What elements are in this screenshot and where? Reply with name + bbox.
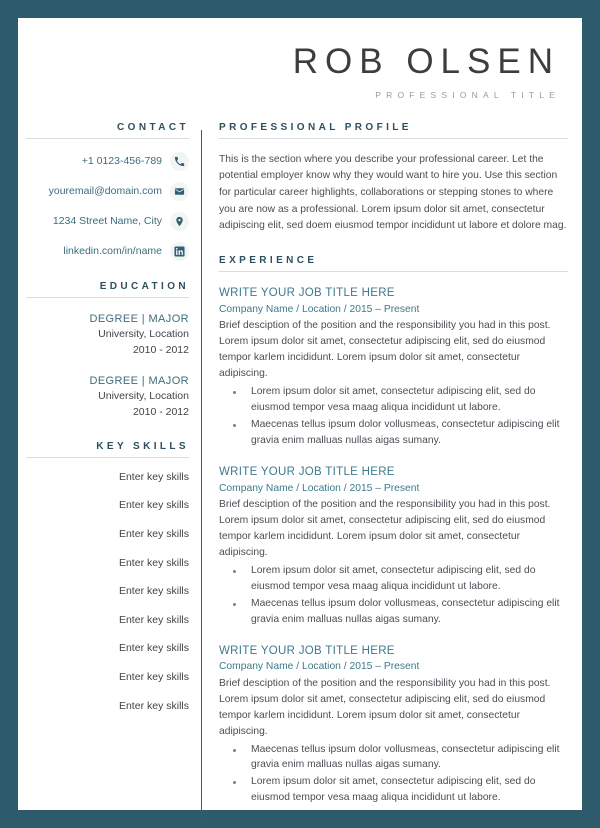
resume-page bbox=[18, 18, 582, 810]
list-item: Lorem ipsum dolor sit amet, consectetur adipiscing elit, sed do eiusmod tempor vesa maag aliqua incididunt ut labore. bbox=[219, 384, 568, 416]
location-pin-icon bbox=[170, 212, 189, 231]
experience-company-line: Company Name / Location / 2015 – Present bbox=[219, 482, 420, 494]
education-years: 2010 - 2012 bbox=[132, 406, 189, 418]
education-section bbox=[26, 281, 189, 421]
resume-header bbox=[18, 18, 582, 100]
list-item: Maecenas tellus ipsum dolor vollusmeas, consectetur adipiscing elit gravia enim malluas nullas aigas sumany. bbox=[219, 417, 568, 449]
education-degree: DEGREE | MAJOR bbox=[89, 374, 189, 387]
list-item: Maecenas tellus ipsum dolor vollusmeas, consectetur adipiscing elit gravia enim malluas nullas aigas sumany. bbox=[219, 742, 568, 774]
list-item: Enter key skills bbox=[118, 556, 189, 569]
list-item: Enter key skills bbox=[118, 527, 189, 540]
experience-entry bbox=[219, 643, 568, 807]
education-years: 2010 - 2012 bbox=[132, 344, 189, 356]
key-skills-section bbox=[26, 441, 189, 712]
contact-address-text: 1234 Street Name, City bbox=[52, 215, 162, 228]
professional-profile-text: This is the section where you describe your professional career. Let the potential employer know why they would want to hire you. Use this section for particular career highlights, collaborations or stepping stones to where you are now as a professional. Lorem ipsum dolor sit amet, consectetur adipiscing elit, sed doem eiusmod tempor incididunt ut labore et dolore mag. bbox=[219, 153, 567, 232]
professional-title-subtitle: PROFESSIONAL TITLE bbox=[375, 89, 560, 100]
experience-bullet-list bbox=[219, 384, 568, 449]
page-title: ROB OLSEN bbox=[292, 42, 560, 81]
email-icon bbox=[170, 182, 189, 201]
list-item: Maecenas tellus ipsum dolor vollusmeas, consectetur adipiscing elit gravia enim malluas nullas aigas sumany. bbox=[219, 596, 568, 628]
professional-profile-section bbox=[219, 122, 568, 235]
experience-job-title: WRITE YOUR JOB TITLE HERE bbox=[219, 287, 395, 300]
experience-entry bbox=[219, 285, 568, 449]
experience-bullet-list bbox=[219, 563, 568, 628]
list-item: Enter key skills bbox=[118, 642, 189, 655]
experience-description: Brief desciption of the position and the responsibility you had in this post. Lorem ipsum dolor sit amet, consectetur adipiscing elit, sed do eiusmod tempor karlem incididunt. Lorem ipsum dolor sit amet, consectetur adipiscing. bbox=[219, 677, 551, 737]
main-content bbox=[202, 122, 568, 827]
contact-phone-text: +1 0123-456-789 bbox=[81, 155, 162, 168]
experience-heading: EXPERIENCE bbox=[219, 255, 318, 267]
contact-heading: CONTACT bbox=[117, 121, 189, 133]
list-item: Enter key skills bbox=[118, 585, 189, 598]
contact-linkedin-text: linkedin.com/in/name bbox=[63, 245, 162, 258]
contact-email-text: youremail@domain.com bbox=[48, 185, 162, 198]
list-item bbox=[26, 373, 189, 421]
experience-company-line: Company Name / Location / 2015 – Present bbox=[219, 661, 420, 673]
professional-profile-heading: PROFESSIONAL PROFILE bbox=[219, 121, 412, 133]
contact-item-address[interactable] bbox=[26, 212, 189, 231]
list-item bbox=[26, 311, 189, 359]
experience-entry bbox=[219, 464, 568, 628]
experience-job-title: WRITE YOUR JOB TITLE HERE bbox=[219, 644, 395, 657]
contact-item-phone[interactable] bbox=[26, 152, 189, 171]
list-item: Enter key skills bbox=[118, 499, 189, 512]
list-item: Lorem ipsum dolor sit amet, consectetur adipiscing elit, sed do eiusmod tempor vesa maag aliqua incididunt ut labore. bbox=[219, 774, 568, 806]
list-item: Lorem ipsum dolor sit amet, consectetur adipiscing elit, sed do eiusmod tempor vesa maag aliqua incididunt ut labore. bbox=[219, 563, 568, 595]
contact-item-email[interactable] bbox=[26, 182, 189, 201]
list-item: Enter key skills bbox=[118, 613, 189, 626]
list-item: Enter key skills bbox=[118, 470, 189, 483]
experience-divider-rule bbox=[219, 271, 568, 272]
contact-divider-rule bbox=[26, 138, 189, 139]
key-skills-divider-rule bbox=[26, 457, 189, 458]
education-heading: EDUCATION bbox=[99, 280, 189, 292]
experience-company-line: Company Name / Location / 2015 – Present bbox=[219, 303, 420, 315]
education-degree: DEGREE | MAJOR bbox=[89, 312, 189, 325]
experience-description: Brief desciption of the position and the responsibility you had in this post. Lorem ipsum dolor sit amet, consectetur adipiscing elit, sed do eiusmod tempor karlem incididunt. Lorem ipsum dolor sit amet, consectetur adipiscing. bbox=[219, 498, 551, 558]
education-divider-rule bbox=[26, 297, 189, 298]
experience-bullet-list bbox=[219, 742, 568, 807]
phone-icon bbox=[170, 152, 189, 171]
sidebar bbox=[26, 122, 201, 827]
linkedin-icon bbox=[170, 242, 189, 261]
experience-description: Brief desciption of the position and the responsibility you had in this post. Lorem ipsum dolor sit amet, consectetur adipiscing elit, sed do eiusmod tempor karlem incididunt. Lorem ipsum dolor sit amet, consectetur adipiscing. bbox=[219, 320, 551, 380]
contact-item-linkedin[interactable] bbox=[26, 242, 189, 261]
experience-job-title: WRITE YOUR JOB TITLE HERE bbox=[219, 465, 395, 478]
education-school: University, Location bbox=[98, 390, 189, 403]
key-skills-heading: KEY SKILLS bbox=[96, 440, 189, 452]
experience-section bbox=[219, 255, 568, 806]
list-item: Enter key skills bbox=[118, 699, 189, 712]
professional-profile-divider-rule bbox=[219, 138, 568, 139]
list-item: Enter key skills bbox=[118, 670, 189, 683]
education-school: University, Location bbox=[98, 328, 189, 341]
contact-section bbox=[26, 122, 189, 261]
resume-body bbox=[18, 122, 582, 827]
